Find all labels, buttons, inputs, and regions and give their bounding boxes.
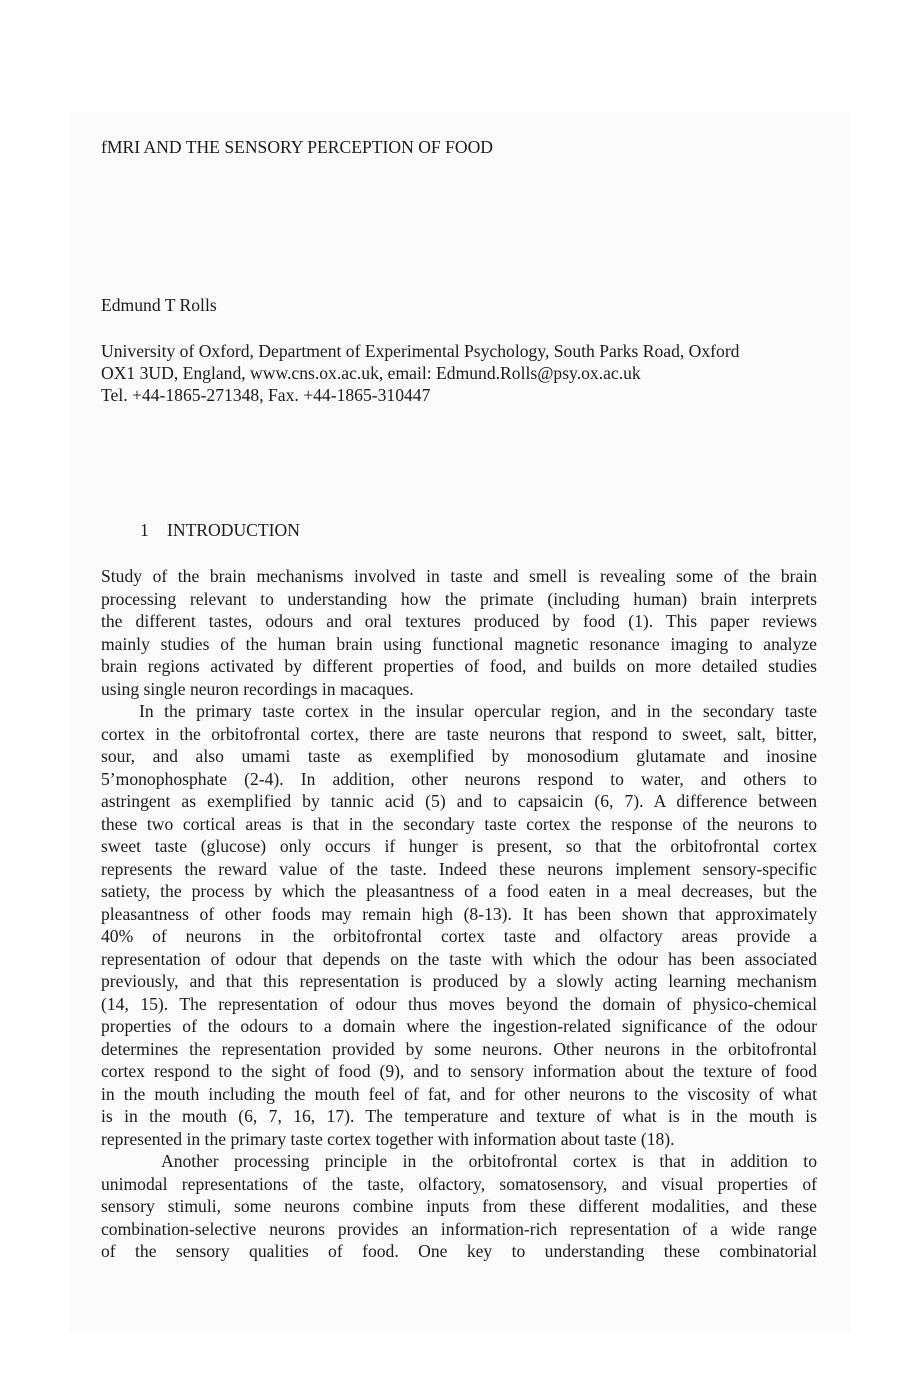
text-line: properties of the odours to a domain where the ingestion-related significance of the odour bbox=[101, 1016, 817, 1036]
text-line: brain regions activated by different properties of food, and builds on more detailed studies bbox=[101, 656, 817, 676]
text-line: representation of odour that depends on the taste with which the odour has been associated bbox=[101, 948, 817, 969]
paragraph bbox=[101, 1150, 817, 1263]
author-name: Edmund T Rolls bbox=[101, 295, 217, 315]
section-heading: INTRODUCTION bbox=[167, 520, 300, 540]
text-line: cortex respond to the sight of food (9), and to sensory information about the texture of food bbox=[101, 1061, 817, 1081]
section-number: 1 bbox=[140, 520, 149, 540]
affiliation-line: University of Oxford, Department of Experimental Psychology, South Parks Road, Oxford bbox=[101, 341, 740, 361]
text-line: sweet taste (glucose) only occurs if hunger is present, so that the orbitofrontal cortex bbox=[101, 836, 817, 856]
text-line: in the mouth including the mouth feel of fat, and for other neurons to the viscosity of what bbox=[101, 1083, 817, 1104]
text-line: of the sensory qualities of food. One key to understanding these combinatorial bbox=[101, 1241, 817, 1261]
text-line: represents the reward value of the taste. Indeed these neurons implement sensory-specific bbox=[101, 858, 817, 879]
text-line: (14, 15). The representation of odour thus moves beyond the domain of physico-chemical bbox=[101, 993, 817, 1014]
body-text bbox=[101, 565, 817, 1263]
text-line: Study of the brain mechanisms involved in taste and smell is revealing some of the brain bbox=[101, 566, 817, 586]
text-line: is in the mouth (6, 7, 16, 17). The temperature and texture of what is in the mouth is bbox=[101, 1106, 817, 1126]
affiliation-line: OX1 3UD, England, www.cns.ox.ac.uk, email: Edmund.Rolls@psy.ox.ac.uk bbox=[101, 363, 641, 383]
paper-title: fMRI AND THE SENSORY PERCEPTION OF FOOD bbox=[101, 137, 494, 157]
text-line: cortex in the orbitofrontal cortex, there are taste neurons that respond to sweet, salt, bitter, bbox=[101, 723, 817, 744]
contact-line: Tel. +44-1865-271348, Fax. +44-1865-310447 bbox=[101, 385, 431, 405]
text-line: the different tastes, odours and oral textures produced by food (1). This paper reviews bbox=[101, 611, 817, 631]
text-line: sour, and also umami taste as exemplified by monosodium glutamate and inosine bbox=[101, 746, 817, 766]
text-line: pleasantness of other foods may remain high (8-13). It has been shown that approximately bbox=[101, 903, 817, 924]
text-line: represented in the primary taste cortex together with information about taste (18). bbox=[101, 1128, 675, 1149]
text-line: mainly studies of the human brain using functional magnetic resonance imaging to analyze bbox=[101, 633, 817, 654]
text-line: unimodal representations of the taste, olfactory, somatosensory, and visual properties of bbox=[101, 1173, 817, 1194]
paragraph bbox=[101, 565, 817, 700]
text-line: previously, and that this representation is produced by a slowly acting learning mechanism bbox=[101, 971, 817, 991]
text-line: In the primary taste cortex in the insular opercular region, and in the secondary taste bbox=[139, 701, 817, 721]
text-line: combination-selective neurons provides an information-rich representation of a wide range bbox=[101, 1218, 817, 1239]
text-line: using single neuron recordings in macaques. bbox=[101, 678, 414, 699]
text-line: 5’monophosphate (2-4). In addition, other neurons respond to water, and others to bbox=[101, 768, 817, 789]
text-line: these two cortical areas is that in the secondary taste cortex the response of the neurons to bbox=[101, 813, 817, 834]
paragraph bbox=[101, 700, 817, 1150]
text-line: determines the representation provided by some neurons. Other neurons in the orbitofrontal bbox=[101, 1038, 817, 1059]
text-line: processing relevant to understanding how the primate (including human) brain interprets bbox=[101, 588, 817, 609]
text-line: satiety, the process by which the pleasantness of a food eaten in a meal decreases, but the bbox=[101, 881, 817, 901]
text-line: sensory stimuli, some neurons combine inputs from these different modalities, and these bbox=[101, 1196, 817, 1216]
text-line: astringent as exemplified by tannic acid (5) and to capsaicin (6, 7). A difference between bbox=[101, 791, 817, 811]
text-line: Another processing principle in the orbitofrontal cortex is that in addition to bbox=[161, 1151, 817, 1171]
text-line: 40% of neurons in the orbitofrontal cortex taste and olfactory areas provide a bbox=[101, 926, 817, 946]
